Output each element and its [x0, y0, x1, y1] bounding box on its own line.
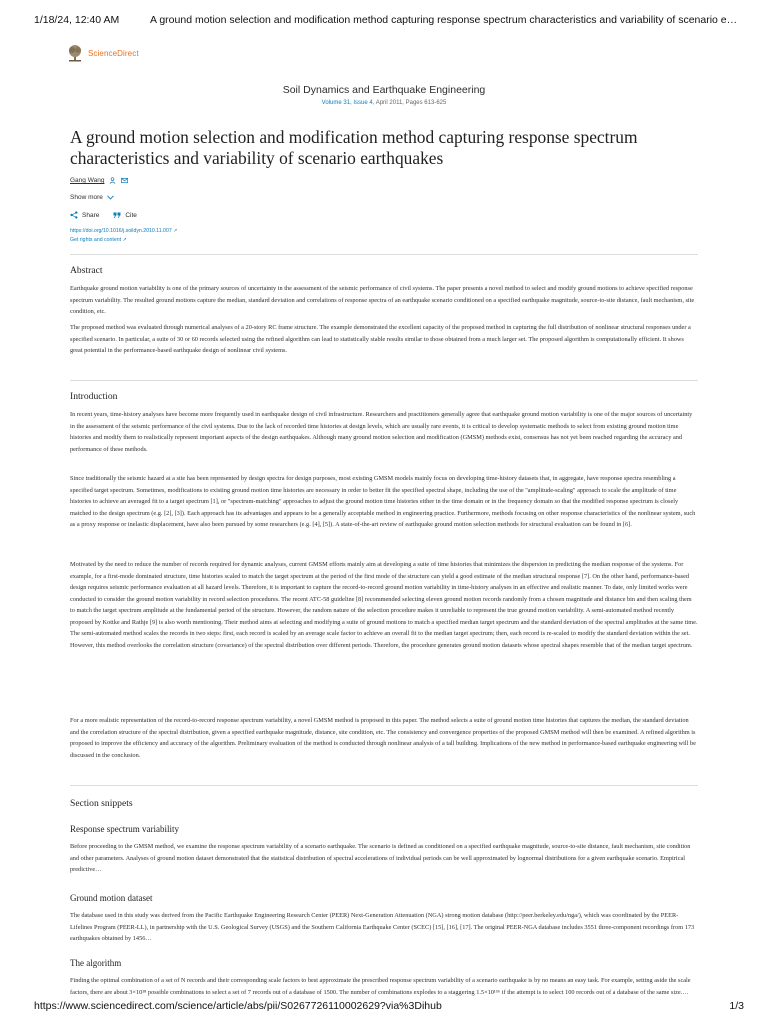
snippet-text: Before proceeding to the GMSM method, we examine the response spectrum variability of a scenario earthquake. The scenario is defined as conditioned on a specified earthquake magnitude, source-to-site distance, fault mechanism, site condition and other parameters. Analyses of ground motion dataset demonstrated that the statistical distribution of spectral accelerations of individual periods can be well approximated by lognormal distributions for a given earthquake scenario. Empirical predictive… [70, 843, 691, 873]
elsevier-tree-icon [68, 44, 82, 62]
introduction-heading: Introduction [70, 391, 118, 402]
journal-pages: , April 2011, Pages 613-625 [372, 100, 447, 106]
introduction-paragraph: For a more realistic representation of the record-to-record response spectrum variability, a novel GMSM method is proposed in this paper. The method selects a suite of ground motion time histories that captures the median, the standard deviation and the correlation structure of the spectral distribution, given a specified earthquake magnitude, distance, site condition, etc. The consistency and convergence properties of the proposed GMSM method will then be examined. A refined algorithm is proposed to improve the efficiency and accuracy of the algorithm. Preliminary evaluation of the method is conducted through nonlinear analysis of a tall building. Implications of the new method in performance-based earthquake engineering will be discussed in the conclusion. [70, 717, 696, 759]
snippet-title: Ground motion dataset [70, 893, 153, 903]
quote-icon [113, 211, 121, 219]
abstract-paragraph: Earthquake ground motion variability is one of the primary sources of uncertainty in the assessment of the seismic performance of civil systems. The paper presents a novel method to select and modify ground motions to achieve specified response spectrum variability. The resulted ground motions capture the median, standard deviation and correlations of response spectra of an earthquake scenario conditioned on a specified earthquake magnitude, source-to-site distance, fault mechanism, site condition, etc. [70, 285, 695, 315]
external-link-icon: ↗ [173, 228, 178, 234]
introduction-paragraph: Since traditionally the seismic hazard at a site has been represented by design spectra for design purposes, most existing GMSM models mainly focus on developing time-history datasets that, in aggregate, have response spectra resembling a specified target spectrum. Sometimes, modifications to existing ground motion time histories are necessary in order to better fit the specified spectral shape, including the use of the "amplitude-scaling" approach to scale the amplitude of time histories to achieve an averaged fit to a target spectrum [1], or "spectrum-matching" approaches to adjust the ground motion time histories either in the time domain or in the frequency domain so that the modified response spectrum is closely matched to the design spectrum (e.g. [2], [3]). Each approach has its advantages and appears to be a generally acceptable method in engineering practice. Furthermore, methods focusing on other response characteristics of the nonlinear system, such as a proxy response or inelastic displacement, have also been pursued by some researchers (e.g. [4], [5]). A state-of-the-art review of earthquake ground motion selection methods for structural evaluation can be found in [6]. [70, 475, 696, 528]
article-title: A ground motion selection and modification method capturing response spectrum characteristics and variability of scenario earthquakes [70, 127, 638, 168]
doi-link[interactable] [70, 228, 178, 234]
snippets-heading: Section snippets [70, 798, 133, 809]
volume-issue-link[interactable]: Volume 31, Issue 4 [321, 100, 373, 106]
sciencedirect-brand: ScienceDirect [88, 48, 139, 58]
share-label: Share [82, 211, 100, 219]
show-more-button[interactable] [70, 194, 114, 201]
abstract-paragraph: The proposed method was evaluated through numerical analyses of a 20-story RC frame structure. The example demonstrated the excellent capacity of the proposed method in capturing the full distribution of nonlinear structural responses under a specified scenario. In particular, a suite of 30 or 60 records selected using the refined algorithm can lead to statistically stable results similar to those obtained from a much larger set. The proposed algorithm is computationally efficient. It shows great potential in the performance-based earthquake design of nonlinear civil systems. [70, 324, 691, 354]
journal-info [0, 84, 768, 106]
external-link-icon: ↗ [122, 237, 127, 243]
snippet-title: The algorithm [70, 958, 122, 968]
show-more-label: Show more [70, 194, 103, 201]
journal-name[interactable]: Soil Dynamics and Earthquake Engineering [282, 84, 486, 96]
snippet-text: Finding the optimal combination of a set of N records and their corresponding scale factors to best approximate the prescribed response spectrum variability of a scenario earthquake is by no means an easy task. For example, setting aside the scale factors, there are about 3×10¹⁸ possible combinations to select a set of 7 records out of a database of 1500. The number of combinations explodes to a staggering 1.5×10¹⁵⁶ if the attempt is to select 100 records out of a database of the same size.… [70, 977, 691, 996]
share-icon [70, 211, 78, 219]
print-timestamp: 1/18/24, 12:40 AM [34, 14, 120, 26]
sciencedirect-logo[interactable] [68, 44, 139, 62]
rights-link[interactable] [70, 237, 127, 243]
print-page-counter: 1/3 [729, 1000, 744, 1012]
chevron-down-icon [107, 195, 114, 200]
share-button[interactable] [70, 211, 99, 219]
share-cite-row [70, 211, 137, 219]
print-footer [34, 1000, 744, 1012]
print-header [34, 14, 756, 26]
snippet-title: Response spectrum variability [70, 824, 179, 834]
divider [70, 254, 698, 255]
introduction-paragraph: Motivated by the need to reduce the number of records required for dynamic analyses, current GMSM efforts mainly aim at developing a suite of time histories that minimizes the dispersion in predicting the median response of the systems. For example, for a first-mode dominated structure, time histories scaled to match the target spectrum at the period of the first mode of the structure can yield a good estimate of the median structural response [7]. On the other hand, performance-based design requires seismic performance evaluation at all hazard levels. Therefore, it is important to capture the record-to-record ground motion variability in time-history analyses in an effective and realistic manner. To date, only limited works were conducted to consider the ground motion variability in record selection procedures. The recent ATC-58 guideline [8] recommended selecting eleven ground motion records randomly from a chosen magnitude and distance bin and then scaling them to match the target spectrum amplitude at the fundamental period of the structure. However, the random nature of the selection procedure makes it unreliable to represent the true ground motion variability. A semi-automated method recently proposed by Kottke and Rathje [9] is also worth mentioning. Their method aims at selecting and modifying a suite of ground motions to match a specified median target spectrum and the standard deviation of the spectral amplitudes at the same time. The semi-automated method scales the records in two steps: first, each record is scaled by an average scale factor to achieve an overall fit to the median target spectrum; then, each record is re-scaled to modify the standard deviation within the set. However, this method overlooks the correlation structure (covariance) of the spectral distribution over different periods. Therefore, the procedure generates ground motion datasets whose spectral shapes resemble that of the median target spectrum. [70, 561, 698, 649]
divider [70, 380, 698, 381]
author-row [70, 177, 128, 184]
abstract-heading: Abstract [70, 265, 103, 276]
journal-volume-line [0, 100, 768, 106]
email-icon[interactable] [121, 177, 128, 184]
divider [70, 785, 698, 786]
author-name[interactable]: Gang Wang [70, 177, 105, 184]
person-icon[interactable] [109, 177, 116, 184]
print-url: https://www.sciencedirect.com/science/article/abs/pii/S0267726110002629?via%3Dihub [34, 1000, 442, 1012]
cite-label: Cite [125, 211, 137, 219]
snippet-text: The database used in this study was derived from the Pacific Earthquake Engineering Research Center (PEER) Next-Generation Attenuation (NGA) strong motion database (http://peer.berkeley.edu/nga/), which was coordinated by the PEER-Lifelines Program (PEER-LL), in partnership with the U.S. Geological Survey (USGS) and the Southern California Earthquake Center (SCEC) [15], [16], [17]. The original PEER-NGA database includes 3551 three-component recordings from 173 earthquakes obtained by 1456… [70, 912, 695, 942]
doi-text: https://doi.org/10.1016/j.soildyn.2010.11.007 [70, 228, 172, 234]
rights-text: Get rights and content [70, 237, 122, 243]
print-page-title: A ground motion selection and modification method capturing response spectrum characteristics and variability of scenario e… [150, 14, 738, 26]
cite-button[interactable] [113, 211, 137, 219]
introduction-paragraph: In recent years, time-history analyses have become more frequently used in earthquake design of civil infrastructure. Researchers and practitioners generally agree that earthquake ground motion variability is one of the major sources of uncertainty in the assessment of the seismic performance of the civil systems. Due to the lack of recorded time histories at design levels, which are usually rare events, it is critical to develop systematic methods to select from existing ground motion time histories and modify them to realistically represent important aspects of the design earthquakes. Although many ground motion selection and modification (GMSM) methods exist, consensus has not yet been reached regarding the accuracy and performance of these methods. [70, 411, 693, 453]
